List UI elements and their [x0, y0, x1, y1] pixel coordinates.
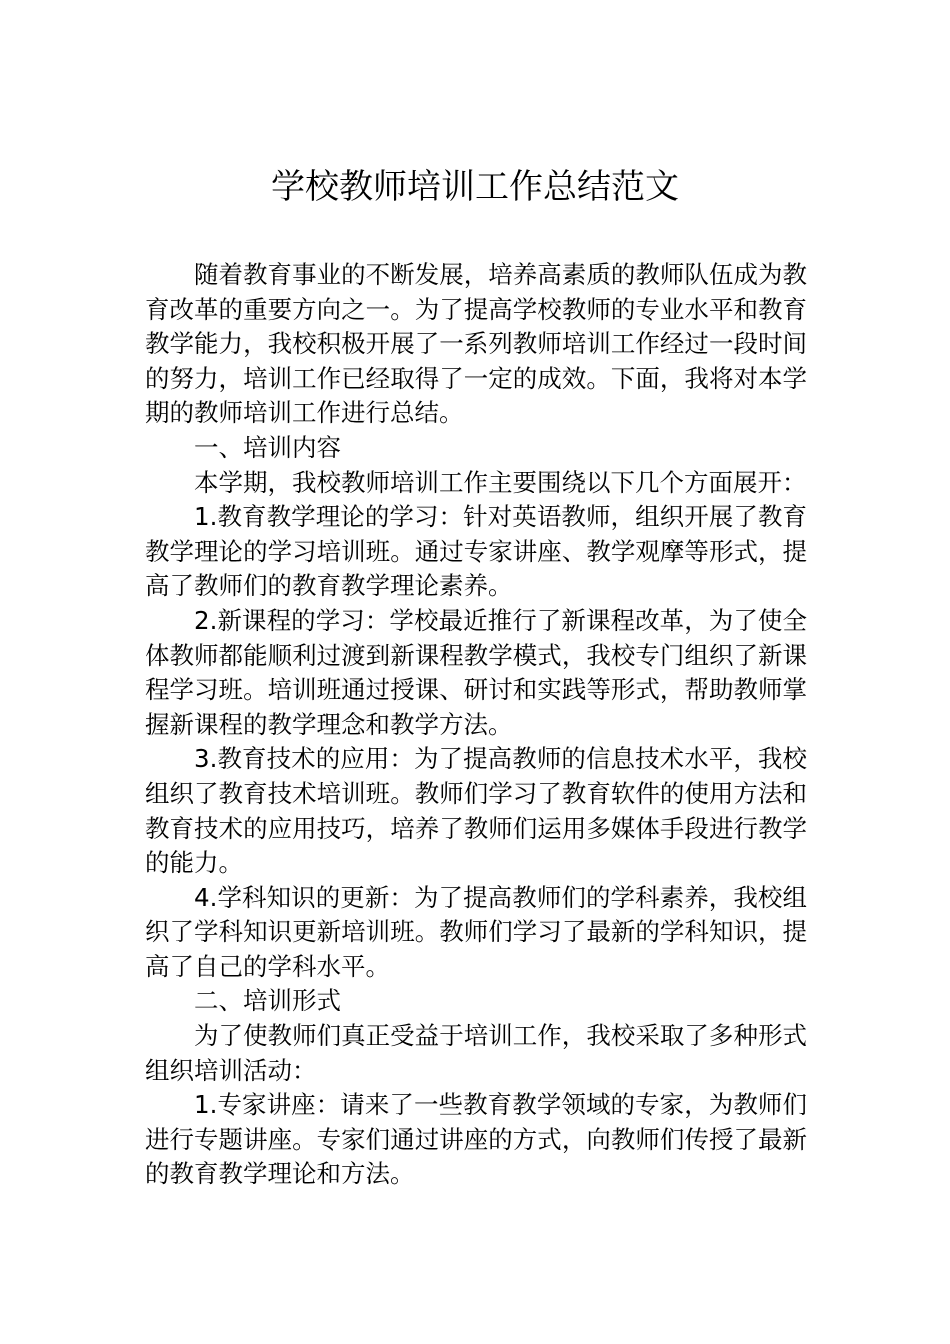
paragraph-form-intro: 为了使教师们真正受益于培训工作，我校采取了多种形式组织培训活动： — [145, 1021, 807, 1085]
document-title: 学校教师培训工作总结范文 — [271, 167, 679, 207]
section-heading-form: 二、培训形式 — [194, 986, 341, 1016]
paragraph-item-2: 2.新课程的学习：学校最近推行了新课程改革，为了使全体教师都能顺利过渡到新课程教学模式，我校专门组织了新课程学习班。培训班通过授课、研讨和实践等形式，帮助教师掌握新课程的教学理念和教学方法。 — [145, 605, 807, 739]
paragraph-item-1: 1.教育教学理论的学习：针对英语教师，组织开展了教育教学理论的学习培训班。通过专家讲座、教学观摩等形式，提高了教师们的教育教学理论素养。 — [145, 502, 807, 601]
document-body — [145, 258, 807, 1192]
paragraph-item-3: 3.教育技术的应用：为了提高教师的信息技术水平，我校组织了教育技术培训班。教师们学习了教育软件的使用方法和教育技术的应用技巧，培养了教师们运用多媒体手段进行教学的能力。 — [145, 744, 807, 878]
paragraph-intro: 随着教育事业的不断发展，培养高素质的教师队伍成为教育改革的重要方向之一。为了提高学校教师的专业水平和教育教学能力，我校积极开展了一系列教师培训工作经过一段时间的努力，培训工作已经取得了一定的成效。下面，我将对本学期的教师培训工作进行总结。 — [145, 260, 807, 428]
paragraph-form-item-1: 1.专家讲座：请来了一些教育教学领域的专家，为教师们进行专题讲座。专家们通过讲座的方式，向教师们传授了最新的教育教学理论和方法。 — [145, 1090, 807, 1189]
section-heading-content: 一、培训内容 — [194, 432, 341, 462]
paragraph-content-intro: 本学期，我校教师培训工作主要围绕以下几个方面展开： — [194, 467, 807, 497]
paragraph-item-4: 4.学科知识的更新：为了提高教师们的学科素养，我校组织了学科知识更新培训班。教师们学习了最新的学科知识，提高了自己的学科水平。 — [145, 882, 807, 981]
